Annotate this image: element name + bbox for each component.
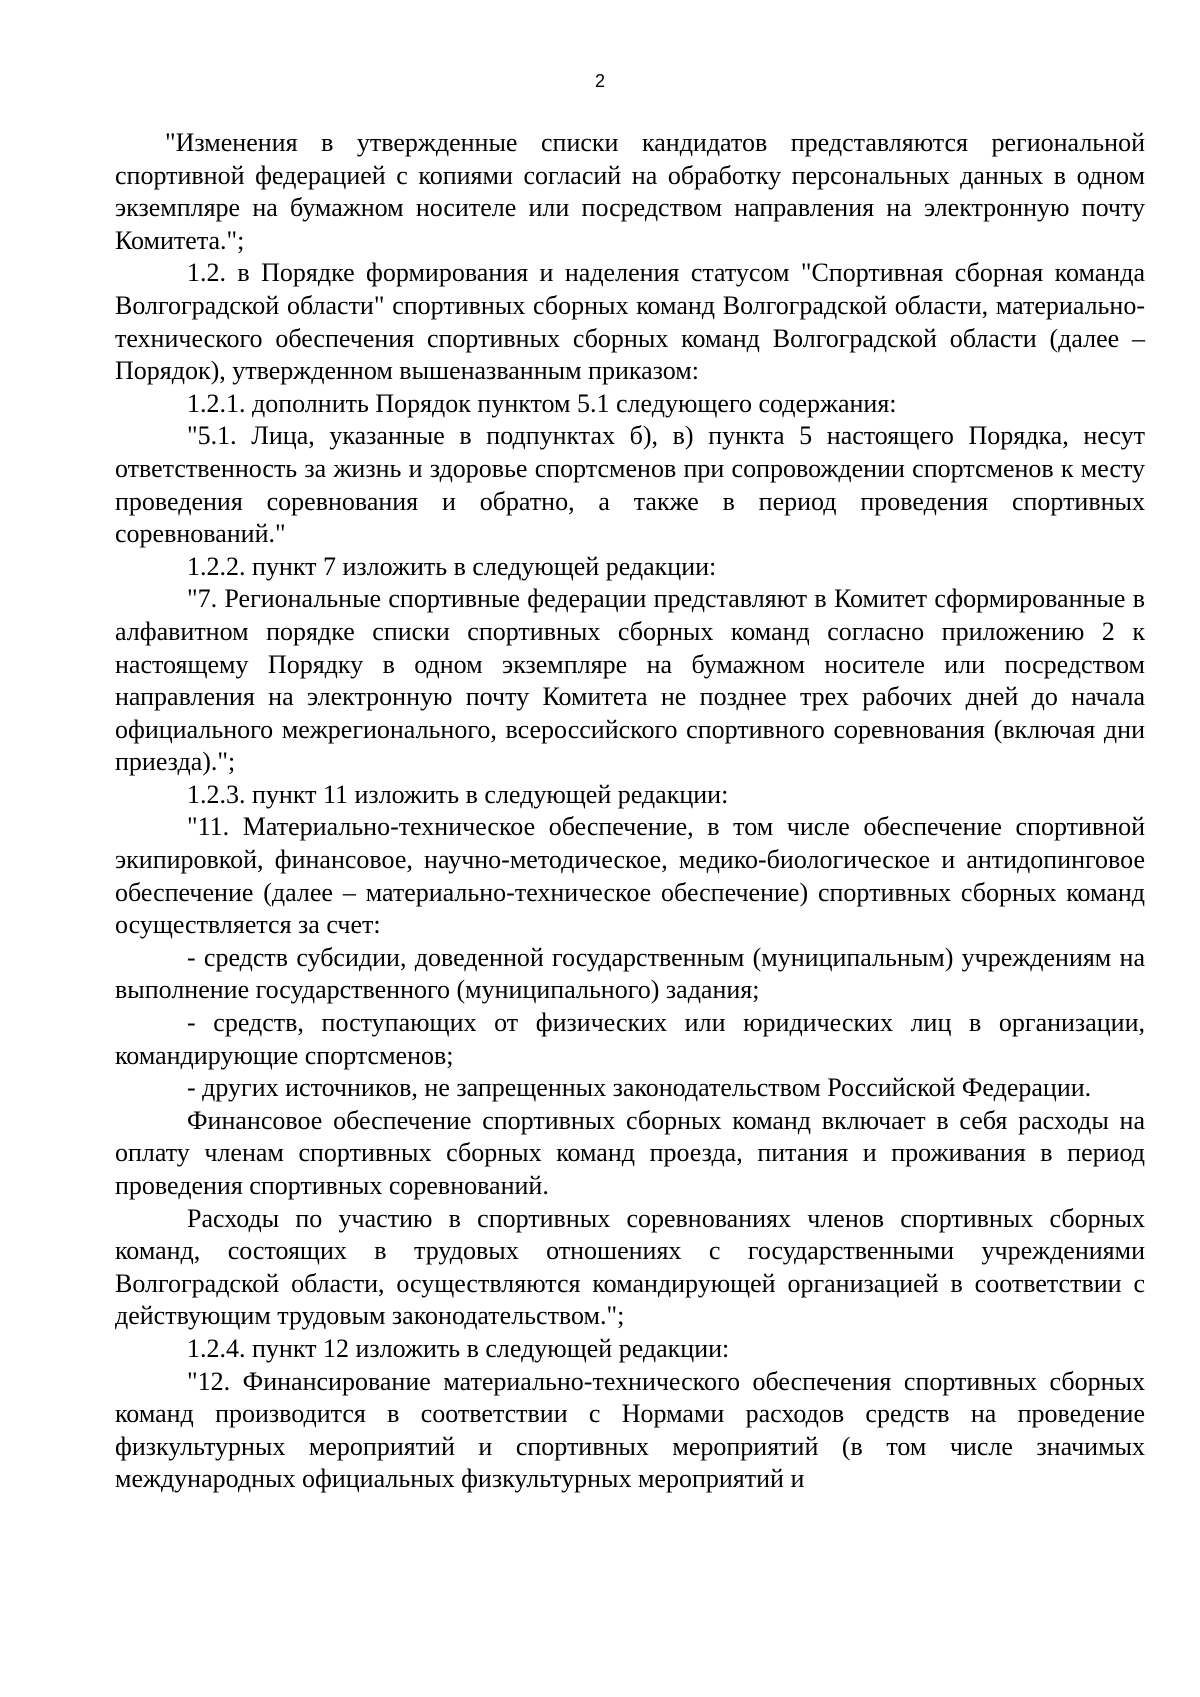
paragraph-clause-5-1: "5.1. Лица, указанные в подпунктах б), в) пункта 5 настоящего Порядка, несут ответственность за жизнь и здоровье спортсменов при сопровождении спортсменов к месту проведения соревнования и обратно, а также в период проведения спортивных соревнований." [115, 421, 1145, 549]
paragraph-financial-support: Финансовое обеспечение спортивных сборных команд включает в себя расходы на оплату членам спортивных сборных команд проезда, питания и проживания в период проведения спортивных соревнований. [115, 1105, 1145, 1200]
paragraph-clause-12: "12. Финансирование материально-технического обеспечения спортивных сборных команд производится в соответствии с Нормами расходов средств на проведение физкультурных мероприятий и спортивных мероприятий (в том числе значимых международных официальных физкультурных мероприятий и [115, 1366, 1145, 1494]
paragraph-item-1-2-2: 1.2.2. пункт 7 изложить в следующей редакции: [187, 551, 717, 581]
paragraph-participation-costs: Расходы по участию в спортивных соревнованиях членов спортивных сборных команд, состоящих в трудовых отношениях с государственными учреждениями Волгоградской области, осуществляются командирующей организацией в соответствии с действующим трудовым законодательством."; [115, 1203, 1145, 1331]
paragraph-funding-subsidy: - средств субсидии, доведенной государственным (муниципальным) учреждениям на выполнение государственного (муниципального) задания; [115, 942, 1145, 1005]
document-body [115, 127, 1145, 1496]
paragraph-clause-11: "11. Материально-техническое обеспечение, в том числе обеспечение спортивной экипировкой, финансовое, научно-методическое, медико-биологическое и антидопинговое обеспечение (далее – материально-техническое обеспечение) спортивных сборных команд осуществляется за счет: [115, 812, 1145, 940]
paragraph-list-changes: "Изменения в утвержденные списки кандидатов представляются региональной спортивной федерацией с копиями согласий на обработку персональных данных в одном экземпляре на бумажном носителе или посредством направления на электронную почту Комитета."; [115, 128, 1145, 255]
paragraph-funding-other: - других источников, не запрещенных законодательством Российской Федерации. [187, 1073, 1092, 1103]
paragraph-item-1-2-3: 1.2.3. пункт 11 изложить в следующей редакции: [187, 779, 729, 809]
paragraph-item-1-2-1: 1.2.1. дополнить Порядок пунктом 5.1 следующего содержания: [187, 388, 897, 418]
paragraph-funding-persons: - средств, поступающих от физических или юридических лиц в организации, командирующие спортсменов; [115, 1008, 1145, 1070]
paragraph-item-1-2-4: 1.2.4. пункт 12 изложить в следующей редакции: [187, 1333, 730, 1363]
paragraph-item-1-2: 1.2. в Порядке формирования и наделения статусом "Спортивная сборная команда Волгоградской области" спортивных сборных команд Волгоградской области, материально-технического обеспечения спортивных сборных команд Волгоградской области (далее – Порядок), утвержденном вышеназванным приказом: [115, 258, 1145, 386]
page-number: 2 [594, 71, 605, 91]
paragraph-clause-7: "7. Региональные спортивные федерации представляют в Комитет сформированные в алфавитном порядке списки спортивных сборных команд согласно приложению 2 к настоящему Порядку в одном экземпляре на бумажном носителе или посредством направления на электронную почту Комитета не позднее трех рабочих дней до начала официального межрегионального, всероссийского спортивного соревнования (включая дни приезда)."; [115, 584, 1145, 777]
